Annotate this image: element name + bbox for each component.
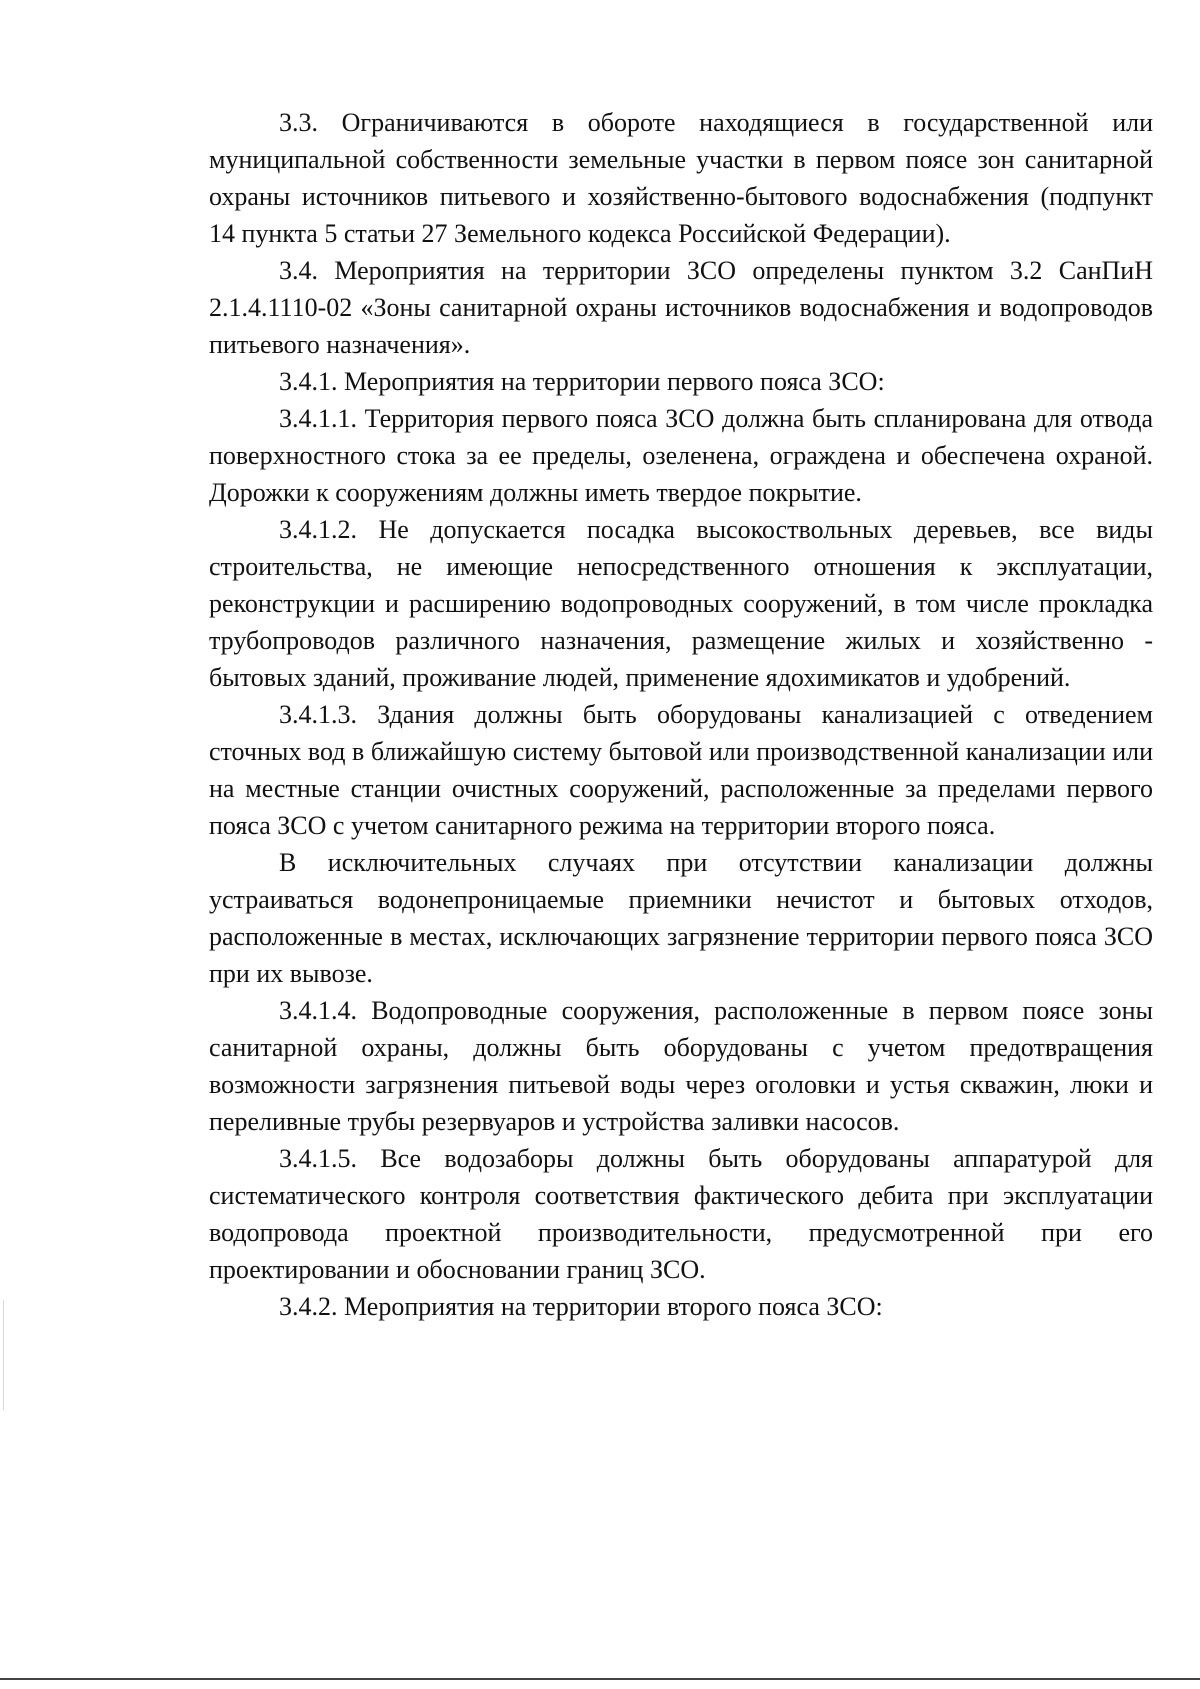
paragraph-exceptional-cases: В исключительных случаях при отсутствии канализации должны устраиваться водонепроницаемые приемники нечистот и бытовых отходов, расположенные в местах, исключающих загрязнение территории первого пояса ЗСО при их вывозе. (209, 848, 1153, 988)
paragraph-3-4-2: 3.4.2. Мероприятия на территории второго пояса ЗСО: (279, 1292, 883, 1321)
paragraph-3-4: 3.4. Мероприятия на территории ЗСО определены пунктом 3.2 СанПиН 2.1.4.1110-02 «Зоны санитарной охраны источников водоснабжения и водопроводов питьевого назначения». (209, 256, 1153, 359)
document-body (209, 104, 1153, 1325)
paragraph-3-4-1-3: 3.4.1.3. Здания должны быть оборудованы канализацией с отведением сточных вод в ближайшую систему бытовой или производственной канализации или на местные станции очистных сооружений, расположенные за пределами первого пояса ЗСО с учетом санитарного режима на территории второго пояса. (209, 700, 1153, 840)
scan-edge-mark (3, 1300, 4, 1410)
scan-bottom-border (0, 1678, 1200, 1680)
paragraph-3-4-1-4: 3.4.1.4. Водопроводные сооружения, расположенные в первом поясе зоны санитарной охраны, должны быть оборудованы с учетом предотвращения возможности загрязнения питьевой воды через оголовки и устья скважин, люки и переливные трубы резервуаров и устройства заливки насосов. (209, 996, 1153, 1136)
paragraph-3-4-1-5: 3.4.1.5. Все водозаборы должны быть оборудованы аппаратурой для систематического контроля соответствия фактического дебита при эксплуатации водопровода проектной производительности, предусмотренной при его проектировании и обосновании границ ЗСО. (209, 1144, 1153, 1284)
paragraph-3-3: 3.3. Ограничиваются в обороте находящиеся в государственной или муниципальной собственности земельные участки в первом поясе зон санитарной охраны источников питьевого и хозяйственно-бытового водоснабжения (подпункт 14 пункта 5 статьи 27 Земельного кодекса Российской Федерации). (209, 108, 1153, 248)
paragraph-3-4-1-1: 3.4.1.1. Территория первого пояса ЗСО должна быть спланирована для отвода поверхностного стока за ее пределы, озеленена, ограждена и обеспечена охраной. Дорожки к сооружениям должны иметь твердое покрытие. (209, 404, 1153, 507)
paragraph-3-4-1-2: 3.4.1.2. Не допускается посадка высокоствольных деревьев, все виды строительства, не имеющие непосредственного отношения к эксплуатации, реконструкции и расширению водопроводных сооружений, в том числе прокладка трубопроводов различного назначения, размещение жилых и хозяйственно - бытовых зданий, проживание людей, применение ядохимикатов и удобрений. (209, 515, 1153, 692)
paragraph-3-4-1: 3.4.1. Мероприятия на территории первого пояса ЗСО: (279, 367, 885, 396)
